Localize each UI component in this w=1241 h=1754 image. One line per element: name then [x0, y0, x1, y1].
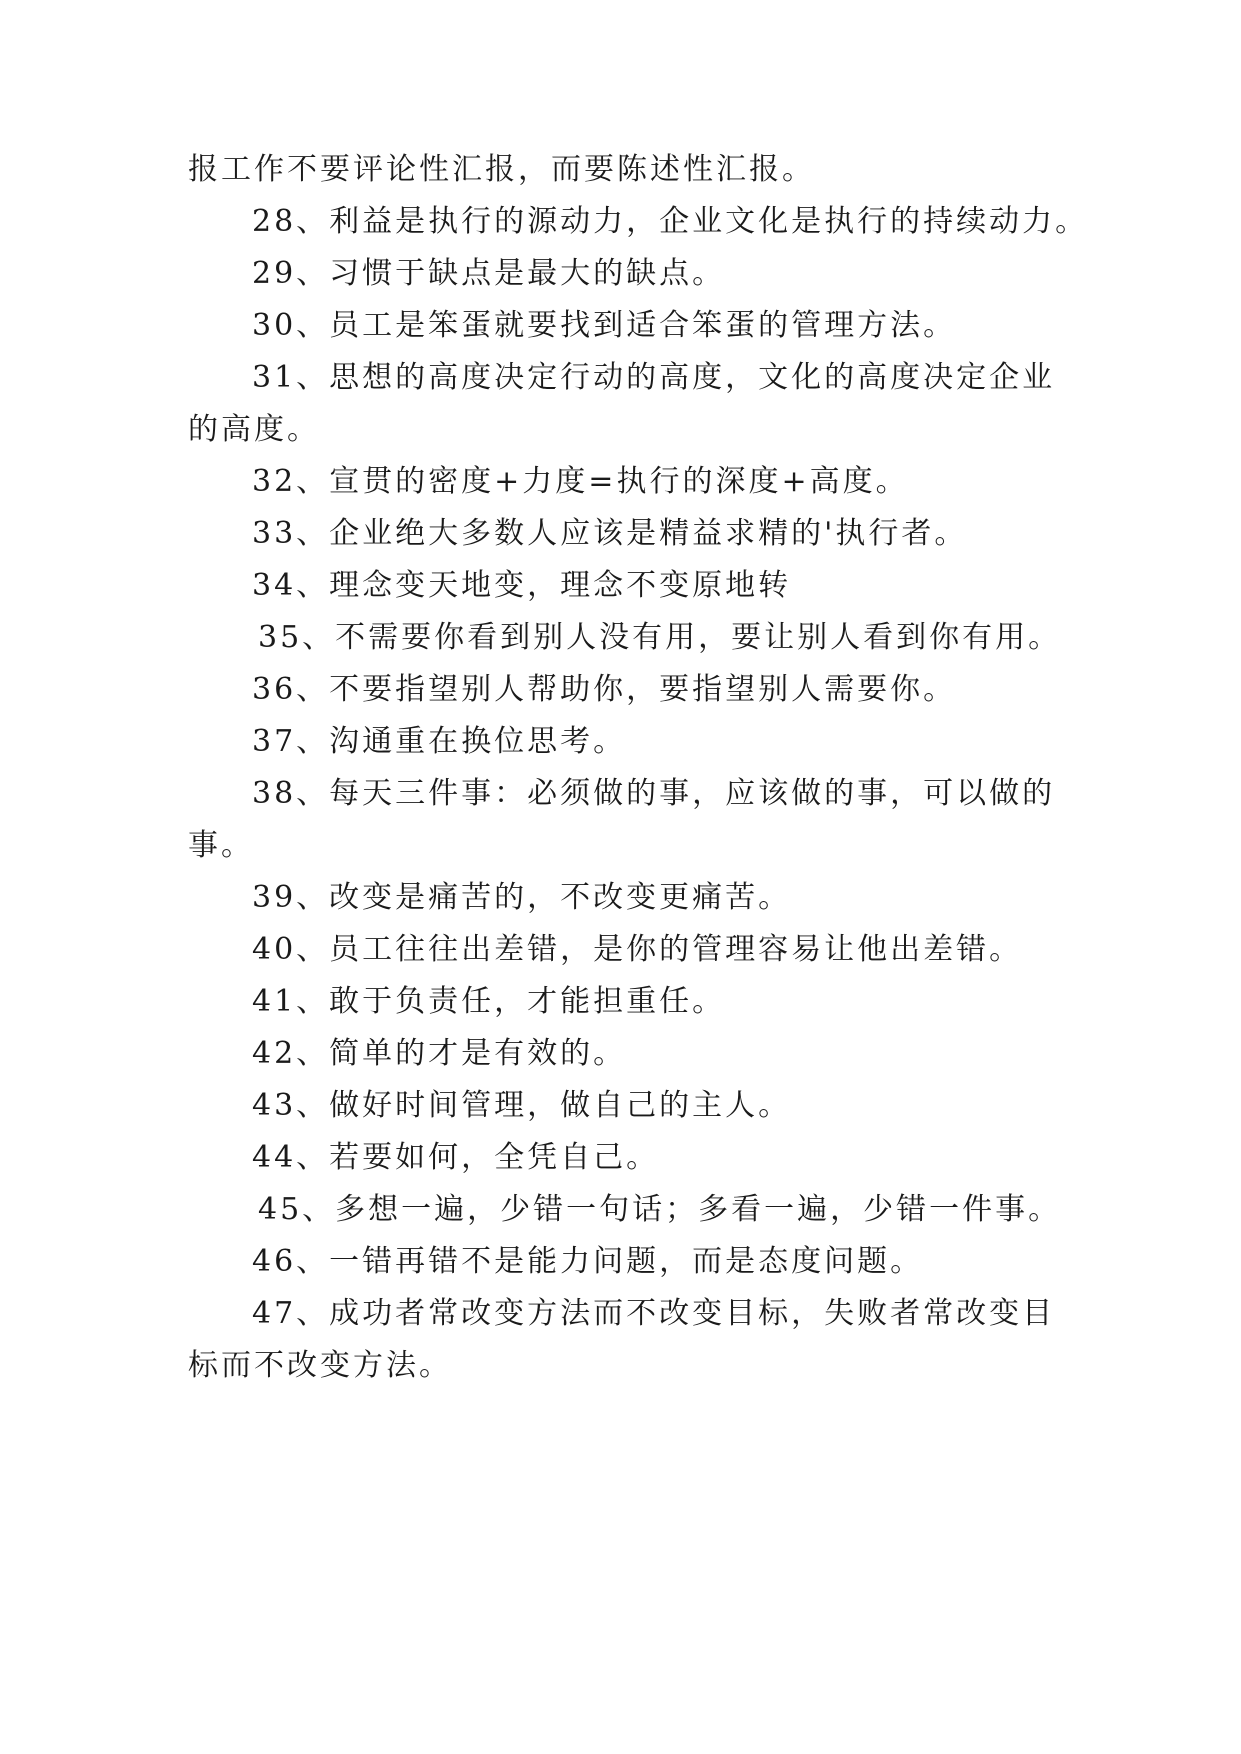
text-line: 40、员工往往出差错，是你的管理容易让他出差错。	[252, 932, 1023, 967]
text-line: 30、员工是笨蛋就要找到适合笨蛋的管理方法。	[252, 308, 957, 343]
text-line: 39、改变是痛苦的，不改变更痛苦。	[252, 880, 792, 915]
text-line: 报工作不要评论性汇报，而要陈述性汇报。	[188, 152, 815, 187]
text-line: 44、若要如何，全凭自己。	[252, 1140, 660, 1175]
text-line: 47、成功者常改变方法而不改变目标，失败者常改变目	[252, 1296, 1056, 1331]
text-line: 标而不改变方法。	[188, 1348, 452, 1383]
text-line: 32、宣贯的密度+力度=执行的深度+高度。	[252, 464, 909, 499]
text-line: 38、每天三件事：必须做的事，应该做的事，可以做的	[252, 776, 1056, 811]
text-line: 34、理念变天地变，理念不变原地转	[252, 568, 792, 603]
text-line: 42、简单的才是有效的。	[252, 1036, 627, 1071]
text-line: 31、思想的高度决定行动的高度，文化的高度决定企业	[252, 360, 1056, 395]
text-line: 33、企业绝大多数人应该是精益求精的'执行者。	[252, 516, 968, 551]
text-line: 36、不要指望别人帮助你，要指望别人需要你。	[252, 672, 957, 707]
text-line: 41、敢于负责任，才能担重任。	[252, 984, 726, 1019]
text-line: 28、利益是执行的源动力，企业文化是执行的持续动力。	[252, 204, 1089, 239]
text-line: 37、沟通重在换位思考。	[252, 724, 627, 759]
text-line: 事。	[188, 828, 254, 863]
text-line: 29、习惯于缺点是最大的缺点。	[252, 256, 726, 291]
text-line: 43、做好时间管理，做自己的主人。	[252, 1088, 792, 1123]
text-line: 的高度。	[188, 412, 320, 447]
text-line: 46、一错再错不是能力问题，而是态度问题。	[252, 1244, 924, 1279]
text-line: 35、不需要你看到别人没有用，要让别人看到你有用。	[258, 620, 1062, 655]
text-line: 45、多想一遍，少错一句话；多看一遍，少错一件事。	[258, 1192, 1062, 1227]
